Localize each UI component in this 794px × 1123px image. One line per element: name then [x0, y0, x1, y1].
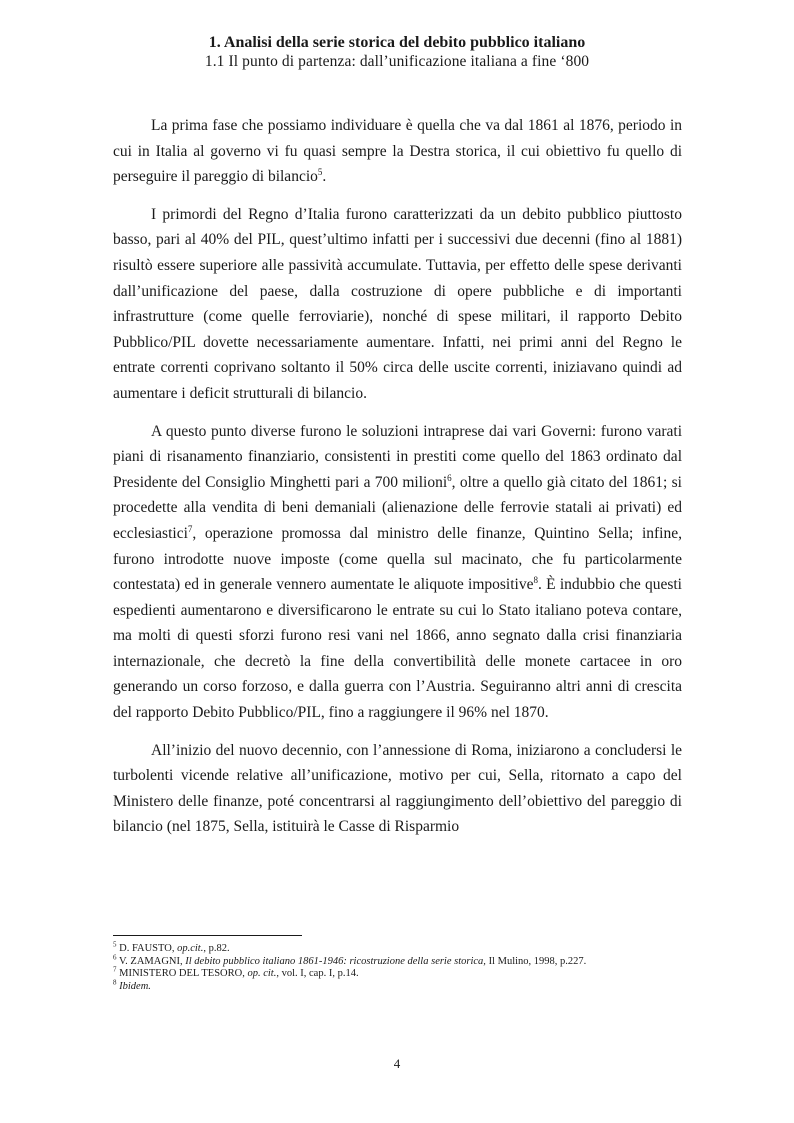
footnote-ref-8[interactable]: 8 [533, 574, 538, 585]
footnote-7: $^7$ MINISTERO DEL TESORO, op. cit., vol. I, cap. I, p.14. [113, 965, 359, 979]
footnotes [113, 940, 713, 993]
page-number: 4 [393, 1056, 401, 1071]
footnote-separator [113, 935, 302, 936]
footnote-8: $^8$ Ibidem. [113, 978, 151, 992]
paragraph-4: All’inizio del nuovo decennio, con l’annessione di Roma, iniziarono a concludersi le turbolenti vicende relative all’unificazione, motivo per cui, Sella, ritornato a capo del Ministero delle finanze, poté concentrarsi al raggiungimento dell’obiettivo del pareggio di bilancio (nel 1875, Sella, istituirà le Casse di Risparmio [113, 741, 682, 836]
section-title: 1. Analisi della serie storica del debito pubblico italiano [208, 34, 586, 51]
footnote-5: $^5$ D. FAUSTO, op.cit., p.82. [113, 940, 230, 954]
footnote-ref-7[interactable]: 7 [187, 523, 193, 534]
paragraph-1: La prima fase che possiamo individuare è quella che va dal 1861 al 1876, periodo in cui in Italia al governo vi fu quasi sempre la Destra storica, il cui obiettivo fu quello di perseguire il pareggio di bilancio$^5$. [113, 117, 682, 186]
footnote-6: $^6$ V. ZAMAGNI, Il debito pubblico italiano 1861-1946: ricostruzione della serie storica, Il Mulino, 1998, p.227. [113, 953, 587, 967]
subsection-title: 1.1 Il punto di partenza: dall’unificazione italiana a fine ‘800 [204, 53, 590, 70]
paragraph-2: I primordi del Regno d’Italia furono caratterizzati da un debito pubblico piuttosto basso, pari al 40% del PIL, quest’ultimo infatti per i successivi due decenni (fino al 1881) risultò essere superiore alle passività accumulate. Tuttavia, per effetto delle spese derivanti dall’unificazione del paese, dalla costruzione di opere pubbliche e di importanti infrastrutture (come quelle ferroviarie), nonché di spese militari, il rapporto Debito Pubblico/PIL dovette necessariamente aumentare. Infatti, nei primi anni del Regno le entrate correnti coprivano soltanto il 50% circa delle uscite correnti, iniziavano quindi ad aumentare i deficit strutturali di bilancio. [113, 205, 682, 402]
body-text [113, 113, 682, 852]
footnote-ref-6[interactable]: 6 [447, 472, 452, 483]
footnote-ref-5[interactable]: 5 [317, 167, 323, 178]
paragraph-3: A questo punto diverse furono le soluzioni intraprese dai vari Governi: furono varati piani di risanamento finanziario, consistenti in prestiti come quello del 1863 ordinato dal Presidente del Consiglio Minghetti pari a 700 milioni$^6$, oltre a quello già citato del 1861; si procedette alla vendita di beni demaniali (alienazione delle ferrovie statali ai privati) ed ecclesiastici$^7$, operazione promossa dal ministro delle finanze, Quintino Sella; infine, furono introdotte nuove imposte (come quella sul macinato, che fu particolarmente contestata) ed in generale vennero aumentate le aliquote impositive$^8$. È indubbio che questi espedienti aumentarono e diversificarono le entrate su cui lo Stato italiano poteva contare, ma molti di questi sforzi furono resi vani nel 1866, anno segnato dalla crisi finanziaria internazionale, che decretò la fine della convertibilità delle monete cartacee in oro generando un corso forzoso, e dalla guerra con l’Austria. Seguiranno altri anni di crescita del rapporto Debito Pubblico/PIL, fino a raggiungere il 96% nel 1870. [113, 422, 682, 722]
